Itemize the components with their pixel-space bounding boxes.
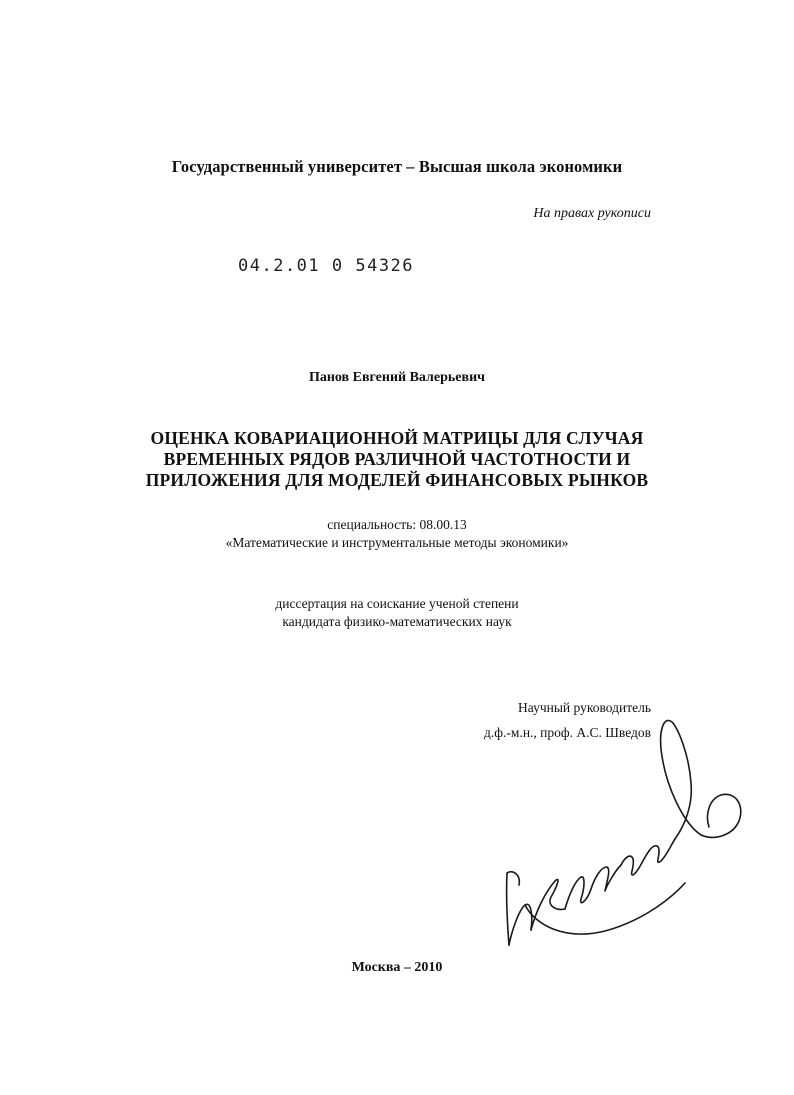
degree-line-1: диссертация на соискание ученой степени xyxy=(275,596,519,611)
handwritten-signature xyxy=(495,705,755,970)
supervisor-name: д.ф.-м.н., проф. А.С. Шведов xyxy=(484,725,651,740)
title-line-2: ВРЕМЕННЫХ РЯДОВ РАЗЛИЧНОЙ ЧАСТОТНОСТИ И xyxy=(163,449,631,469)
title-line-1: ОЦЕНКА КОВАРИАЦИОННОЙ МАТРИЦЫ ДЛЯ СЛУЧАЯ xyxy=(150,428,644,448)
catalog-number-stamp: 04.2.01 0 54326 xyxy=(238,256,415,276)
specialty-block xyxy=(0,516,794,552)
dissertation-title xyxy=(0,428,794,491)
university-name: Государственный университет – Высшая школа экономики xyxy=(171,157,623,176)
specialty-name: «Математические и инструментальные методы экономики» xyxy=(225,535,569,550)
degree-block xyxy=(0,595,794,631)
specialty-code: специальность: 08.00.13 xyxy=(327,517,467,532)
author-name: Панов Евгений Валерьевич xyxy=(308,370,486,385)
city-year: Москва – 2010 xyxy=(351,960,443,975)
degree-line-2: кандидата физико-математических наук xyxy=(282,614,512,629)
supervisor-label: Научный руководитель xyxy=(518,700,651,715)
title-line-3: ПРИЛОЖЕНИЯ ДЛЯ МОДЕЛЕЙ ФИНАНСОВЫХ РЫНКОВ xyxy=(145,470,649,490)
manuscript-note: На правах рукописи xyxy=(533,206,651,221)
